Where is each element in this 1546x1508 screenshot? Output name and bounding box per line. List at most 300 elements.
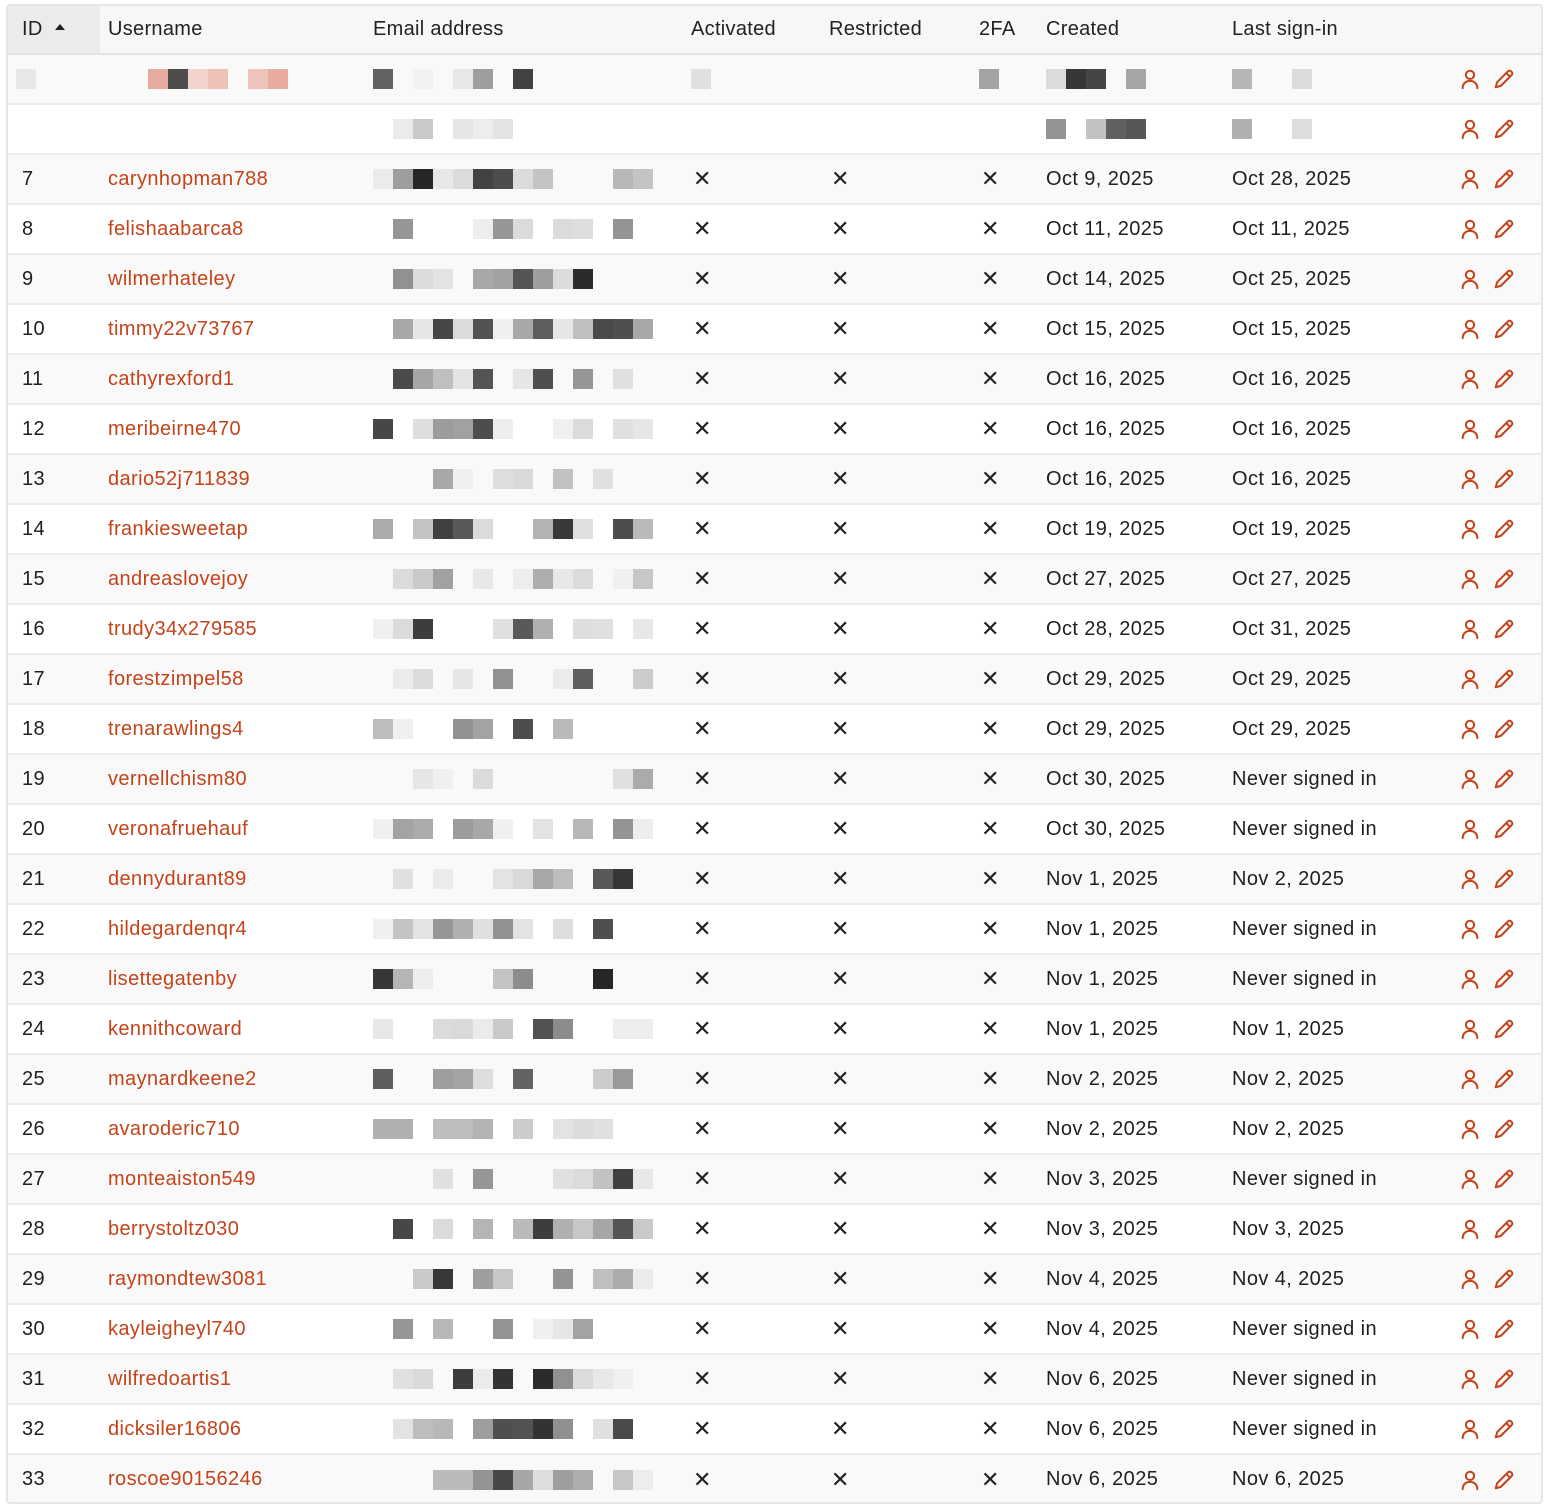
user-icon[interactable] bbox=[1459, 518, 1481, 540]
table-row bbox=[8, 1454, 1543, 1504]
id-cell: 20 bbox=[22, 817, 46, 840]
created-cell: Oct 16, 2025 bbox=[1046, 367, 1166, 390]
2fa-cell bbox=[971, 1054, 1038, 1104]
id-cell: 32 bbox=[22, 1417, 46, 1440]
user-icon[interactable] bbox=[1459, 818, 1481, 840]
header-row bbox=[8, 6, 1543, 54]
email-cell-redacted bbox=[365, 1154, 683, 1204]
user-icon[interactable] bbox=[1459, 168, 1481, 190]
restricted-cell bbox=[821, 304, 971, 354]
created-cell: Oct 29, 2025 bbox=[1046, 717, 1166, 740]
id-cell: 17 bbox=[22, 667, 46, 690]
restricted-cell bbox=[821, 554, 971, 604]
username-link[interactable]: trenarawlings4 bbox=[108, 717, 244, 740]
user-icon[interactable] bbox=[1459, 1368, 1481, 1390]
cross-icon: ✕ bbox=[981, 216, 1000, 241]
cross-icon: ✕ bbox=[693, 266, 712, 291]
created-cell: Oct 11, 2025 bbox=[1046, 217, 1164, 240]
email-cell-redacted bbox=[365, 204, 683, 254]
row-actions bbox=[1434, 604, 1543, 654]
pencil-icon[interactable] bbox=[1493, 1469, 1515, 1491]
row-actions bbox=[1434, 754, 1543, 804]
row-actions bbox=[1434, 554, 1543, 604]
pencil-icon[interactable] bbox=[1493, 1168, 1515, 1190]
cross-icon: ✕ bbox=[693, 216, 712, 241]
pencil-icon[interactable] bbox=[1493, 168, 1515, 190]
redacted-mosaic bbox=[1232, 119, 1434, 139]
table-row bbox=[8, 1004, 1543, 1054]
cross-icon: ✕ bbox=[831, 366, 850, 391]
username-link[interactable]: carynhopman788 bbox=[108, 167, 269, 190]
cross-icon: ✕ bbox=[693, 666, 712, 691]
redacted-mosaic bbox=[373, 219, 683, 239]
username-cell bbox=[100, 1104, 365, 1154]
username-link[interactable]: timmy22v73767 bbox=[108, 317, 255, 340]
username-link[interactable]: andreaslovejoy bbox=[108, 567, 249, 590]
id-cell: 10 bbox=[22, 317, 46, 340]
username-cell bbox=[100, 1004, 365, 1054]
row-actions bbox=[1434, 1004, 1543, 1054]
username-link[interactable]: dicksiler16806 bbox=[108, 1417, 242, 1440]
cross-icon: ✕ bbox=[981, 466, 1000, 491]
username-cell bbox=[100, 304, 365, 354]
created-cell: Oct 16, 2025 bbox=[1046, 417, 1166, 440]
username-link[interactable]: cathyrexford1 bbox=[108, 367, 235, 390]
column-header-username[interactable]: Username bbox=[108, 18, 203, 40]
email-cell-redacted bbox=[365, 304, 683, 354]
2fa-cell bbox=[971, 154, 1038, 204]
2fa-cell bbox=[971, 454, 1038, 504]
user-icon[interactable] bbox=[1459, 1018, 1481, 1040]
cross-icon: ✕ bbox=[981, 916, 1000, 941]
pencil-icon[interactable] bbox=[1493, 768, 1515, 790]
table-row bbox=[8, 504, 1543, 554]
cross-icon: ✕ bbox=[981, 1166, 1000, 1191]
user-icon[interactable] bbox=[1459, 1068, 1481, 1090]
cross-icon: ✕ bbox=[981, 1266, 1000, 1291]
cross-icon: ✕ bbox=[693, 1116, 712, 1141]
cross-icon: ✕ bbox=[693, 1316, 712, 1341]
user-icon[interactable] bbox=[1459, 368, 1481, 390]
pencil-icon[interactable] bbox=[1493, 268, 1515, 290]
table-row bbox=[8, 654, 1543, 704]
pencil-icon[interactable] bbox=[1493, 868, 1515, 890]
id-cell: 9 bbox=[22, 267, 34, 290]
last-signin-cell: Never signed in bbox=[1232, 767, 1377, 790]
pencil-icon[interactable] bbox=[1493, 968, 1515, 990]
column-header-restricted[interactable]: Restricted bbox=[829, 18, 923, 40]
users-table-container bbox=[6, 4, 1543, 1504]
column-header-created[interactable]: Created bbox=[1046, 18, 1120, 40]
restricted-cell bbox=[821, 1354, 971, 1404]
username-link[interactable]: avaroderic710 bbox=[108, 1117, 240, 1140]
pencil-icon[interactable] bbox=[1493, 218, 1515, 240]
email-cell-redacted bbox=[365, 1454, 683, 1504]
cross-icon: ✕ bbox=[693, 166, 712, 191]
username-link[interactable]: kayleigheyl740 bbox=[108, 1317, 246, 1340]
user-icon[interactable] bbox=[1459, 418, 1481, 440]
id-cell: 18 bbox=[22, 717, 46, 740]
redacted-mosaic bbox=[373, 619, 683, 639]
email-cell-redacted bbox=[365, 754, 683, 804]
cross-icon: ✕ bbox=[981, 166, 1000, 191]
pencil-icon[interactable] bbox=[1493, 1418, 1515, 1440]
cross-icon: ✕ bbox=[981, 316, 1000, 341]
last-signin-cell: Oct 25, 2025 bbox=[1232, 267, 1352, 290]
redacted-mosaic bbox=[691, 69, 821, 89]
cross-icon: ✕ bbox=[981, 266, 1000, 291]
cross-icon: ✕ bbox=[693, 966, 712, 991]
cross-icon: ✕ bbox=[693, 1466, 712, 1492]
cross-icon: ✕ bbox=[981, 1066, 1000, 1091]
created-cell: Nov 3, 2025 bbox=[1046, 1167, 1159, 1190]
email-cell-redacted bbox=[365, 354, 683, 404]
activated-cell bbox=[683, 754, 821, 804]
row-actions bbox=[1434, 1354, 1543, 1404]
2fa-cell bbox=[971, 804, 1038, 854]
table-row bbox=[8, 1254, 1543, 1304]
cross-icon: ✕ bbox=[831, 466, 850, 491]
redacted-mosaic bbox=[373, 369, 683, 389]
cross-icon: ✕ bbox=[981, 1216, 1000, 1241]
user-icon[interactable] bbox=[1459, 668, 1481, 690]
username-cell bbox=[100, 1454, 365, 1504]
username-link[interactable]: lisettegatenby bbox=[108, 967, 238, 990]
2fa-cell bbox=[971, 304, 1038, 354]
cross-icon: ✕ bbox=[831, 1166, 850, 1191]
2fa-cell bbox=[971, 554, 1038, 604]
pencil-icon[interactable] bbox=[1493, 1318, 1515, 1340]
username-link[interactable]: wilfredoartis1 bbox=[108, 1367, 232, 1390]
redacted-mosaic bbox=[16, 69, 100, 89]
created-cell: Nov 2, 2025 bbox=[1046, 1117, 1159, 1140]
activated-cell bbox=[683, 504, 821, 554]
username-cell-redacted bbox=[100, 104, 365, 154]
activated-cell bbox=[683, 954, 821, 1004]
email-cell-redacted bbox=[365, 1054, 683, 1104]
cross-icon: ✕ bbox=[693, 1266, 712, 1291]
redacted-mosaic bbox=[373, 669, 683, 689]
2fa-cell bbox=[971, 954, 1038, 1004]
table-row bbox=[8, 1304, 1543, 1354]
cross-icon: ✕ bbox=[693, 716, 712, 741]
cross-icon: ✕ bbox=[981, 1116, 1000, 1141]
cross-icon: ✕ bbox=[831, 1016, 850, 1041]
user-icon[interactable] bbox=[1459, 618, 1481, 640]
activated-cell bbox=[683, 804, 821, 854]
cross-icon: ✕ bbox=[981, 616, 1000, 641]
activated-cell bbox=[683, 154, 821, 204]
user-icon[interactable] bbox=[1459, 468, 1481, 490]
user-icon[interactable] bbox=[1459, 218, 1481, 240]
id-cell: 22 bbox=[22, 917, 46, 940]
username-link[interactable]: wilmerhateley bbox=[108, 267, 236, 290]
user-icon[interactable] bbox=[1459, 118, 1481, 140]
table-row bbox=[8, 554, 1543, 604]
cross-icon: ✕ bbox=[981, 816, 1000, 841]
id-cell: 29 bbox=[22, 1267, 46, 1290]
pencil-icon[interactable] bbox=[1493, 1118, 1515, 1140]
column-header-email[interactable]: Email address bbox=[373, 18, 504, 40]
id-cell: 11 bbox=[22, 367, 44, 390]
username-cell bbox=[100, 254, 365, 304]
2fa-cell-redacted bbox=[971, 54, 1038, 104]
restricted-cell bbox=[821, 904, 971, 954]
user-icon[interactable] bbox=[1459, 1118, 1481, 1140]
user-icon[interactable] bbox=[1459, 68, 1481, 90]
user-icon[interactable] bbox=[1459, 1168, 1481, 1190]
cross-icon: ✕ bbox=[831, 216, 850, 241]
pencil-icon[interactable] bbox=[1493, 1368, 1515, 1390]
row-actions bbox=[1434, 954, 1543, 1004]
user-icon[interactable] bbox=[1459, 1418, 1481, 1440]
email-cell-redacted bbox=[365, 54, 683, 104]
email-cell-redacted bbox=[365, 654, 683, 704]
pencil-icon[interactable] bbox=[1493, 518, 1515, 540]
redacted-mosaic bbox=[373, 519, 683, 539]
activated-cell bbox=[683, 1004, 821, 1054]
username-link[interactable]: berrystoltz030 bbox=[108, 1217, 240, 1240]
email-cell-redacted bbox=[365, 104, 683, 154]
username-link[interactable]: dario52j711839 bbox=[108, 467, 251, 490]
pencil-icon[interactable] bbox=[1493, 468, 1515, 490]
activated-cell bbox=[683, 554, 821, 604]
id-cell: 12 bbox=[22, 417, 46, 440]
user-icon[interactable] bbox=[1459, 1268, 1481, 1290]
table-row bbox=[8, 1104, 1543, 1154]
row-actions bbox=[1434, 1054, 1543, 1104]
restricted-cell bbox=[821, 1254, 971, 1304]
last-signin-cell: Oct 16, 2025 bbox=[1232, 367, 1352, 390]
row-actions bbox=[1434, 1304, 1543, 1354]
column-header-id[interactable]: ID bbox=[8, 6, 100, 54]
column-header-2fa[interactable]: 2FA bbox=[979, 18, 1016, 40]
cross-icon: ✕ bbox=[831, 516, 850, 541]
user-icon[interactable] bbox=[1459, 1469, 1481, 1491]
row-actions bbox=[1434, 1204, 1543, 1254]
username-cell bbox=[100, 1354, 365, 1404]
email-cell-redacted bbox=[365, 454, 683, 504]
cross-icon: ✕ bbox=[693, 866, 712, 891]
table-row-redacted bbox=[8, 54, 1543, 104]
redacted-mosaic bbox=[373, 969, 683, 989]
username-link[interactable]: raymondtew3081 bbox=[108, 1267, 268, 1290]
created-cell: Nov 1, 2025 bbox=[1046, 967, 1159, 990]
restricted-cell bbox=[821, 1004, 971, 1054]
username-cell bbox=[100, 804, 365, 854]
activated-cell bbox=[683, 1154, 821, 1204]
username-cell bbox=[100, 654, 365, 704]
redacted-mosaic bbox=[373, 769, 683, 789]
2fa-cell bbox=[971, 354, 1038, 404]
restricted-cell bbox=[821, 1454, 971, 1504]
2fa-cell bbox=[971, 254, 1038, 304]
user-icon[interactable] bbox=[1459, 568, 1481, 590]
cross-icon: ✕ bbox=[831, 566, 850, 591]
pencil-icon[interactable] bbox=[1493, 668, 1515, 690]
restricted-cell bbox=[821, 1204, 971, 1254]
created-cell: Nov 3, 2025 bbox=[1046, 1217, 1159, 1240]
cross-icon: ✕ bbox=[693, 916, 712, 941]
id-cell: 27 bbox=[22, 1167, 46, 1190]
email-cell-redacted bbox=[365, 154, 683, 204]
2fa-cell bbox=[971, 1104, 1038, 1154]
created-cell: Nov 6, 2025 bbox=[1046, 1468, 1159, 1490]
id-cell: 19 bbox=[22, 767, 46, 790]
restricted-cell bbox=[821, 1104, 971, 1154]
restricted-cell bbox=[821, 704, 971, 754]
user-icon[interactable] bbox=[1459, 1218, 1481, 1240]
2fa-cell bbox=[971, 1454, 1038, 1504]
pencil-icon[interactable] bbox=[1493, 318, 1515, 340]
id-cell-redacted bbox=[8, 54, 100, 104]
email-cell-redacted bbox=[365, 554, 683, 604]
pencil-icon[interactable] bbox=[1493, 918, 1515, 940]
redacted-mosaic bbox=[373, 69, 683, 89]
last-signin-cell: Never signed in bbox=[1232, 1417, 1377, 1440]
cross-icon: ✕ bbox=[831, 1466, 850, 1492]
user-icon[interactable] bbox=[1459, 918, 1481, 940]
cross-icon: ✕ bbox=[981, 666, 1000, 691]
username-link[interactable]: maynardkeene2 bbox=[108, 1067, 257, 1090]
username-link[interactable]: dennydurant89 bbox=[108, 867, 247, 890]
redacted-mosaic bbox=[373, 1470, 683, 1490]
email-cell-redacted bbox=[365, 954, 683, 1004]
email-cell-redacted bbox=[365, 1254, 683, 1304]
username-link[interactable]: meribeirne470 bbox=[108, 417, 242, 440]
pencil-icon[interactable] bbox=[1493, 618, 1515, 640]
2fa-cell bbox=[971, 704, 1038, 754]
user-icon[interactable] bbox=[1459, 868, 1481, 890]
2fa-cell bbox=[971, 1154, 1038, 1204]
cross-icon: ✕ bbox=[981, 566, 1000, 591]
user-icon[interactable] bbox=[1459, 268, 1481, 290]
activated-cell bbox=[683, 1104, 821, 1154]
restricted-cell bbox=[821, 654, 971, 704]
username-cell bbox=[100, 204, 365, 254]
last-signin-cell: Nov 2, 2025 bbox=[1232, 867, 1345, 890]
email-cell-redacted bbox=[365, 504, 683, 554]
username-cell bbox=[100, 1404, 365, 1454]
username-cell bbox=[100, 1154, 365, 1204]
cross-icon: ✕ bbox=[981, 966, 1000, 991]
activated-cell bbox=[683, 1404, 821, 1454]
user-icon[interactable] bbox=[1459, 1318, 1481, 1340]
pencil-icon[interactable] bbox=[1493, 568, 1515, 590]
pencil-icon[interactable] bbox=[1493, 718, 1515, 740]
username-link[interactable]: felishaabarca8 bbox=[108, 217, 244, 240]
activated-cell bbox=[683, 304, 821, 354]
row-actions bbox=[1434, 254, 1543, 304]
username-link[interactable]: trudy34x279585 bbox=[108, 617, 258, 640]
email-cell-redacted bbox=[365, 904, 683, 954]
column-header-last-signin[interactable]: Last sign-in bbox=[1232, 18, 1338, 40]
cross-icon: ✕ bbox=[831, 1366, 850, 1391]
username-link[interactable]: roscoe90156246 bbox=[108, 1468, 263, 1490]
pencil-icon[interactable] bbox=[1493, 368, 1515, 390]
redacted-mosaic bbox=[373, 819, 683, 839]
username-cell bbox=[100, 1254, 365, 1304]
created-cell: Nov 2, 2025 bbox=[1046, 1067, 1159, 1090]
pencil-icon[interactable] bbox=[1493, 1268, 1515, 1290]
table-body bbox=[8, 54, 1543, 1504]
restricted-cell-redacted bbox=[821, 104, 971, 154]
cross-icon: ✕ bbox=[831, 266, 850, 291]
row-actions bbox=[1434, 854, 1543, 904]
activated-cell bbox=[683, 904, 821, 954]
2fa-cell bbox=[971, 1004, 1038, 1054]
email-cell-redacted bbox=[365, 1304, 683, 1354]
created-cell: Oct 27, 2025 bbox=[1046, 567, 1166, 590]
pencil-icon[interactable] bbox=[1493, 1068, 1515, 1090]
username-link[interactable]: hildegardenqr4 bbox=[108, 917, 248, 940]
username-cell-redacted bbox=[100, 54, 365, 104]
last-signin-cell: Oct 29, 2025 bbox=[1232, 667, 1352, 690]
table-row bbox=[8, 254, 1543, 304]
table-row bbox=[8, 1404, 1543, 1454]
email-cell-redacted bbox=[365, 604, 683, 654]
pencil-icon[interactable] bbox=[1493, 1018, 1515, 1040]
pencil-icon[interactable] bbox=[1493, 118, 1515, 140]
table-row bbox=[8, 454, 1543, 504]
username-cell bbox=[100, 454, 365, 504]
row-actions bbox=[1434, 804, 1543, 854]
cross-icon: ✕ bbox=[981, 416, 1000, 441]
last-signin-cell: Never signed in bbox=[1232, 1367, 1377, 1390]
cross-icon: ✕ bbox=[693, 416, 712, 441]
row-actions bbox=[1434, 504, 1543, 554]
pencil-icon[interactable] bbox=[1493, 68, 1515, 90]
cross-icon: ✕ bbox=[831, 1066, 850, 1091]
id-cell: 33 bbox=[22, 1468, 46, 1490]
username-link[interactable]: kennithcoward bbox=[108, 1017, 243, 1040]
user-icon[interactable] bbox=[1459, 718, 1481, 740]
cross-icon: ✕ bbox=[693, 1166, 712, 1191]
username-link[interactable]: monteaiston549 bbox=[108, 1167, 256, 1190]
user-icon[interactable] bbox=[1459, 968, 1481, 990]
cross-icon: ✕ bbox=[693, 1016, 712, 1041]
table-row-redacted bbox=[8, 104, 1543, 154]
last-signin-cell-redacted bbox=[1224, 104, 1434, 154]
row-actions bbox=[1434, 904, 1543, 954]
restricted-cell-redacted bbox=[821, 54, 971, 104]
created-cell: Nov 6, 2025 bbox=[1046, 1417, 1159, 1440]
column-header-activated[interactable]: Activated bbox=[691, 18, 776, 40]
pencil-icon[interactable] bbox=[1493, 1218, 1515, 1240]
user-icon[interactable] bbox=[1459, 318, 1481, 340]
2fa-cell bbox=[971, 1254, 1038, 1304]
user-icon[interactable] bbox=[1459, 768, 1481, 790]
pencil-icon[interactable] bbox=[1493, 418, 1515, 440]
table-row bbox=[8, 904, 1543, 954]
cross-icon: ✕ bbox=[981, 1466, 1000, 1492]
username-link[interactable]: forestzimpel58 bbox=[108, 667, 244, 690]
activated-cell bbox=[683, 1454, 821, 1504]
username-link[interactable]: veronafruehauf bbox=[108, 817, 249, 840]
pencil-icon[interactable] bbox=[1493, 818, 1515, 840]
username-link[interactable]: frankiesweetap bbox=[108, 517, 249, 540]
username-cell bbox=[100, 1054, 365, 1104]
cross-icon: ✕ bbox=[693, 1416, 712, 1441]
cross-icon: ✕ bbox=[831, 816, 850, 841]
id-cell: 26 bbox=[22, 1117, 46, 1140]
created-cell: Nov 1, 2025 bbox=[1046, 917, 1159, 940]
email-cell-redacted bbox=[365, 854, 683, 904]
username-link[interactable]: vernellchism80 bbox=[108, 767, 247, 790]
email-cell-redacted bbox=[365, 1354, 683, 1404]
last-signin-cell: Oct 16, 2025 bbox=[1232, 467, 1352, 490]
row-actions bbox=[1434, 204, 1543, 254]
